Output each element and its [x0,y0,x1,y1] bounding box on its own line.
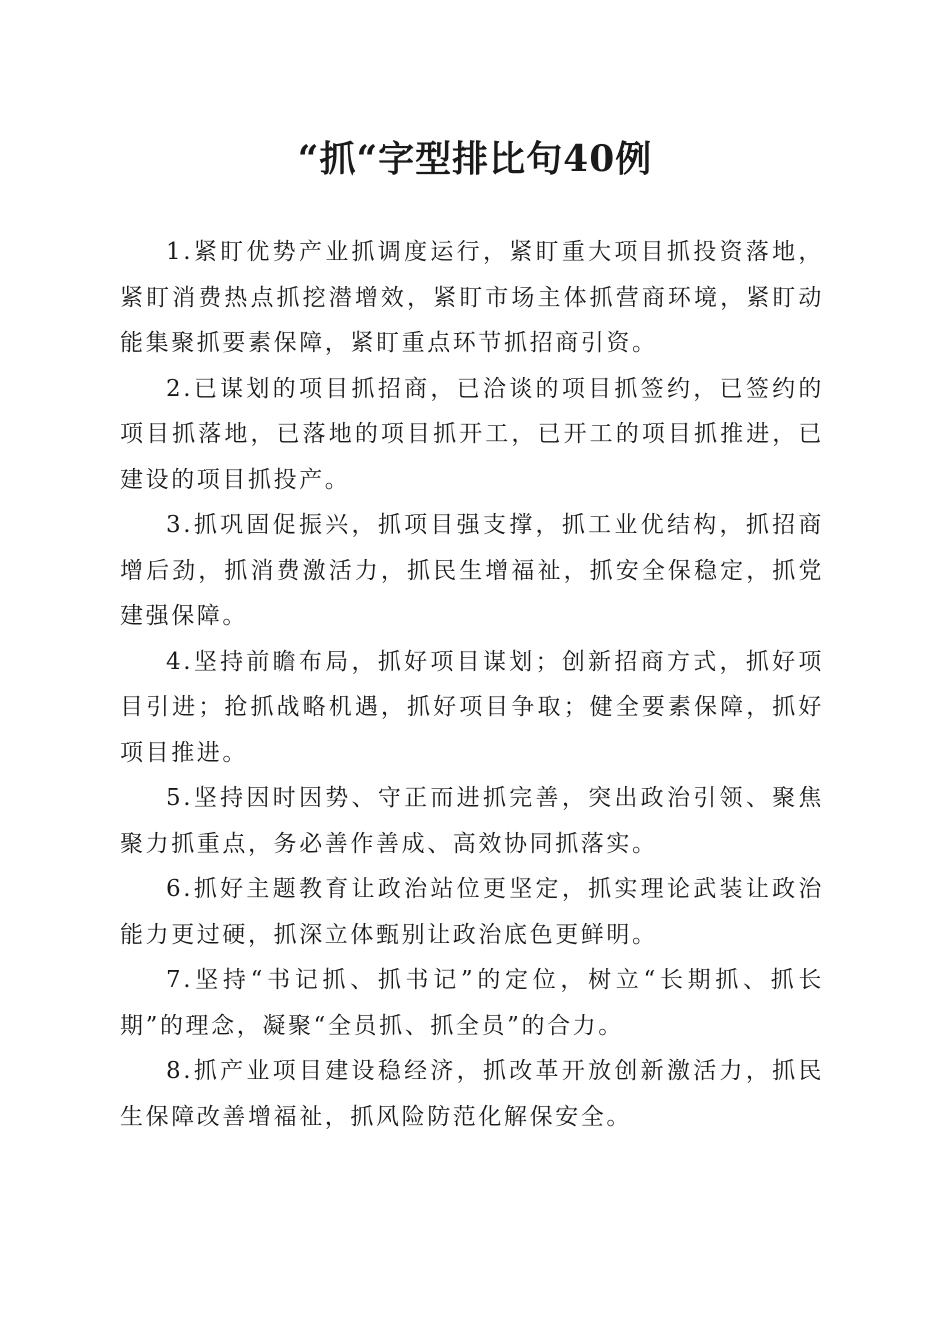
paragraph-1: 1.紧盯优势产业抓调度运行，紧盯重大项目抓投资落地，紧盯消费热点抓挖潜增效，紧盯市场主体抓营商环境，紧盯动能集聚抓要素保障，紧盯重点环节抓招商引资。 [120,239,824,356]
paragraph-8: 8.抓产业项目建设稳经济，抓改革开放创新激活力，抓民生保障改善增福祉，抓风险防范化解保安全。 [120,1058,824,1130]
paragraph-3: 3.抓巩固促振兴，抓项目强支撑，抓工业优结构，抓招商增后劲，抓消费激活力，抓民生增福祉，抓安全保稳定，抓党建强保障。 [120,512,824,629]
paragraph-2: 2.已谋划的项目抓招商，已洽谈的项目抓签约，已签约的项目抓落地，已落地的项目抓开工，已开工的项目抓推进，已建设的项目抓投产。 [120,375,824,493]
document-body [120,230,824,1140]
paragraph-4: 4.坚持前瞻布局，抓好项目谋划；创新招商方式，抓好项目引进；抢抓战略机遇，抓好项目争取；健全要素保障，抓好项目推进。 [120,648,824,766]
document-title: “抓“字型排比句40例 [297,138,653,180]
paragraph-6: 6.抓好主题教育让政治站位更坚定，抓实理论武装让政治能力更过硬，抓深立体甄别让政治底色更鲜明。 [120,876,824,948]
paragraph-7: 7.坚持“书记抓、抓书记”的定位，树立“长期抓、抓长期”的理念，凝聚“全员抓、抓全员”的合力。 [120,967,824,1039]
paragraph-5: 5.坚持因时因势、守正而进抓完善，突出政治引领、聚焦聚力抓重点，务必善作善成、高效协同抓落实。 [120,785,824,857]
